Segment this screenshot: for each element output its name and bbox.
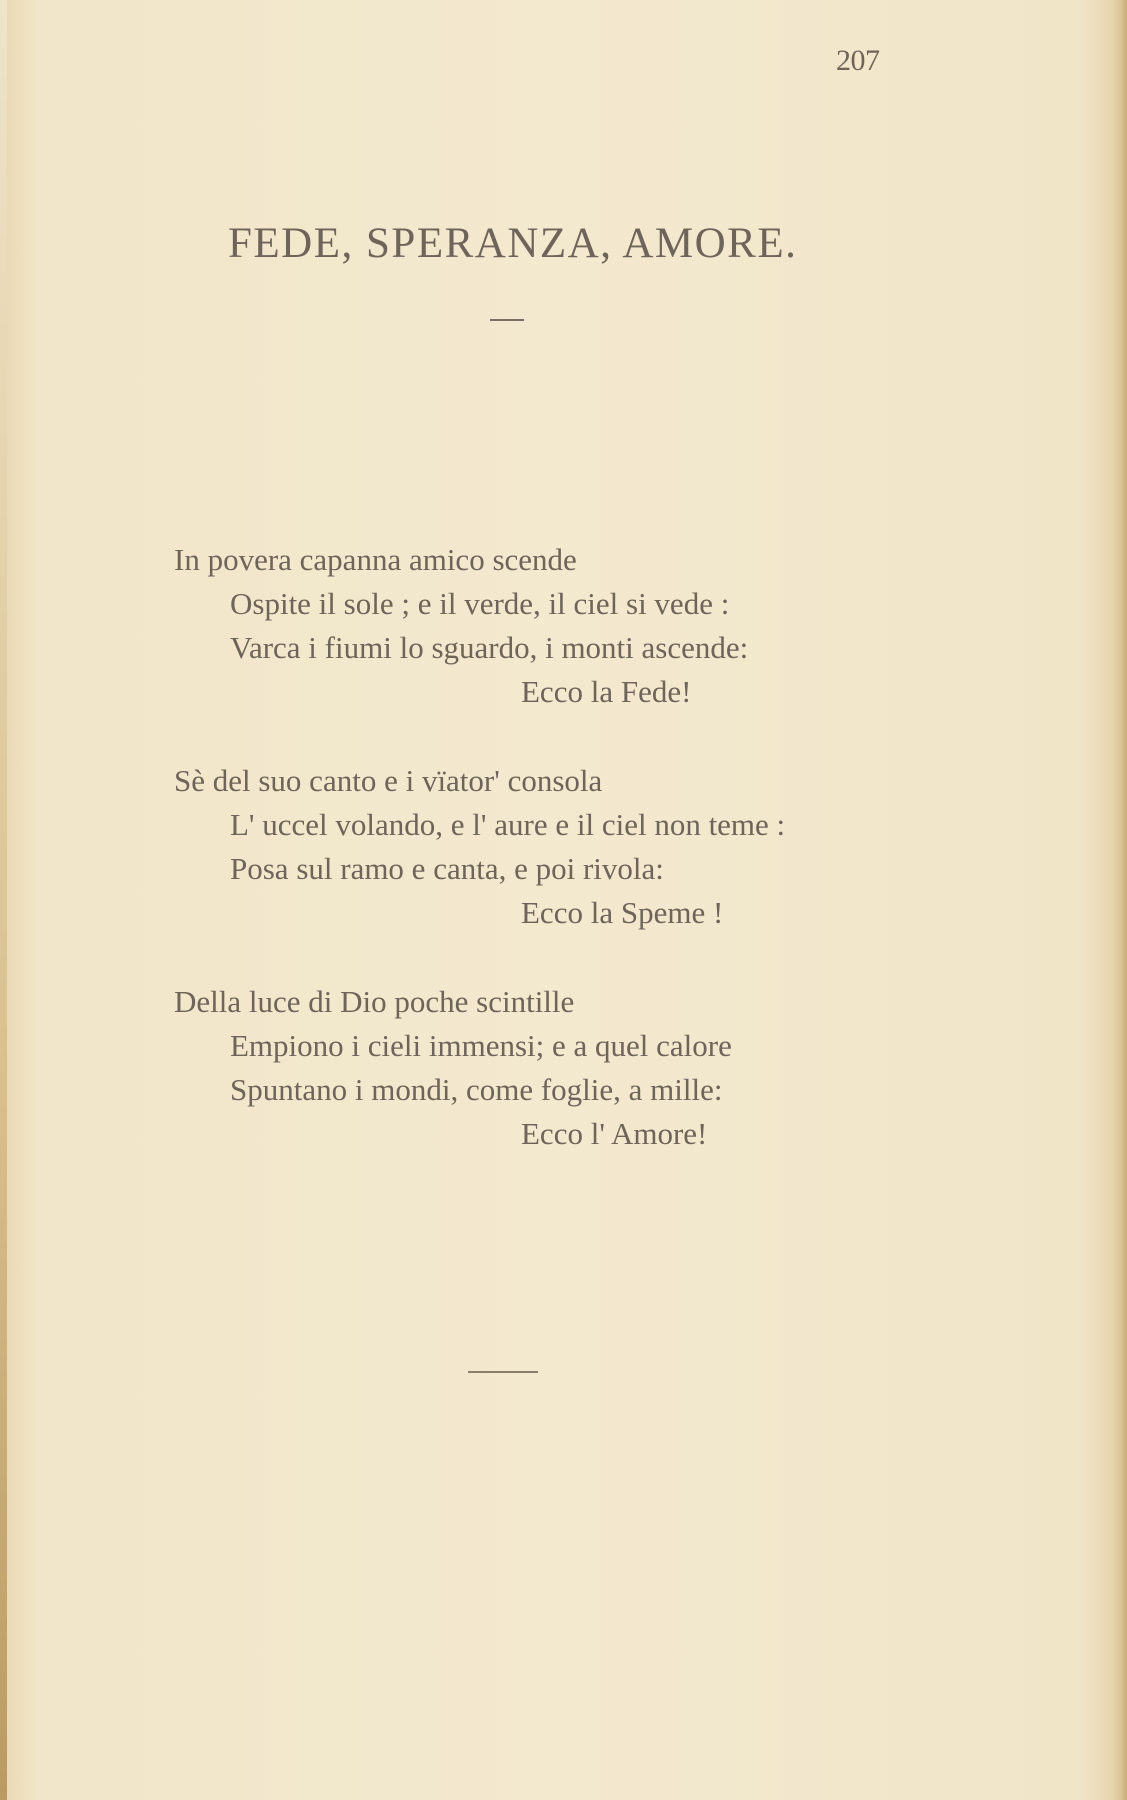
- poem-line: Posa sul ramo e canta, e poi rivola:: [230, 851, 664, 886]
- poem-refrain: Ecco l' Amore!: [521, 1116, 708, 1151]
- poem-line: Empiono i cieli immensi; e a quel calore: [230, 1028, 732, 1063]
- poem-line: In povera capanna amico scende: [174, 542, 577, 577]
- poem-refrain: Ecco la Fede!: [521, 674, 692, 709]
- stanza-faith: [174, 538, 934, 714]
- poem-refrain: Ecco la Speme !: [521, 895, 724, 930]
- poem-line: Della luce di Dio poche scintille: [174, 984, 575, 1019]
- page-left-edge: [0, 0, 7, 1800]
- poem-body: [174, 538, 934, 1201]
- end-divider: [468, 1371, 538, 1373]
- poem-line: Ospite il sole ; e il verde, il ciel si vede :: [230, 586, 730, 621]
- page-number: 207: [836, 44, 880, 77]
- stanza-hope: [174, 759, 934, 935]
- poem-line: Varca i fiumi lo sguardo, i monti ascende:: [230, 630, 749, 665]
- title-divider: [490, 319, 524, 321]
- page-right-edge: [1113, 0, 1127, 1800]
- poem-line: Spuntano i mondi, come foglie, a mille:: [230, 1072, 723, 1107]
- stanza-love: [174, 980, 934, 1156]
- poem-line: Sè del suo canto e i vïator' consola: [174, 763, 603, 798]
- poem-line: L' uccel volando, e l' aure e il ciel non teme :: [230, 807, 786, 842]
- poem-title: FEDE, SPERANZA, AMORE.: [228, 220, 798, 267]
